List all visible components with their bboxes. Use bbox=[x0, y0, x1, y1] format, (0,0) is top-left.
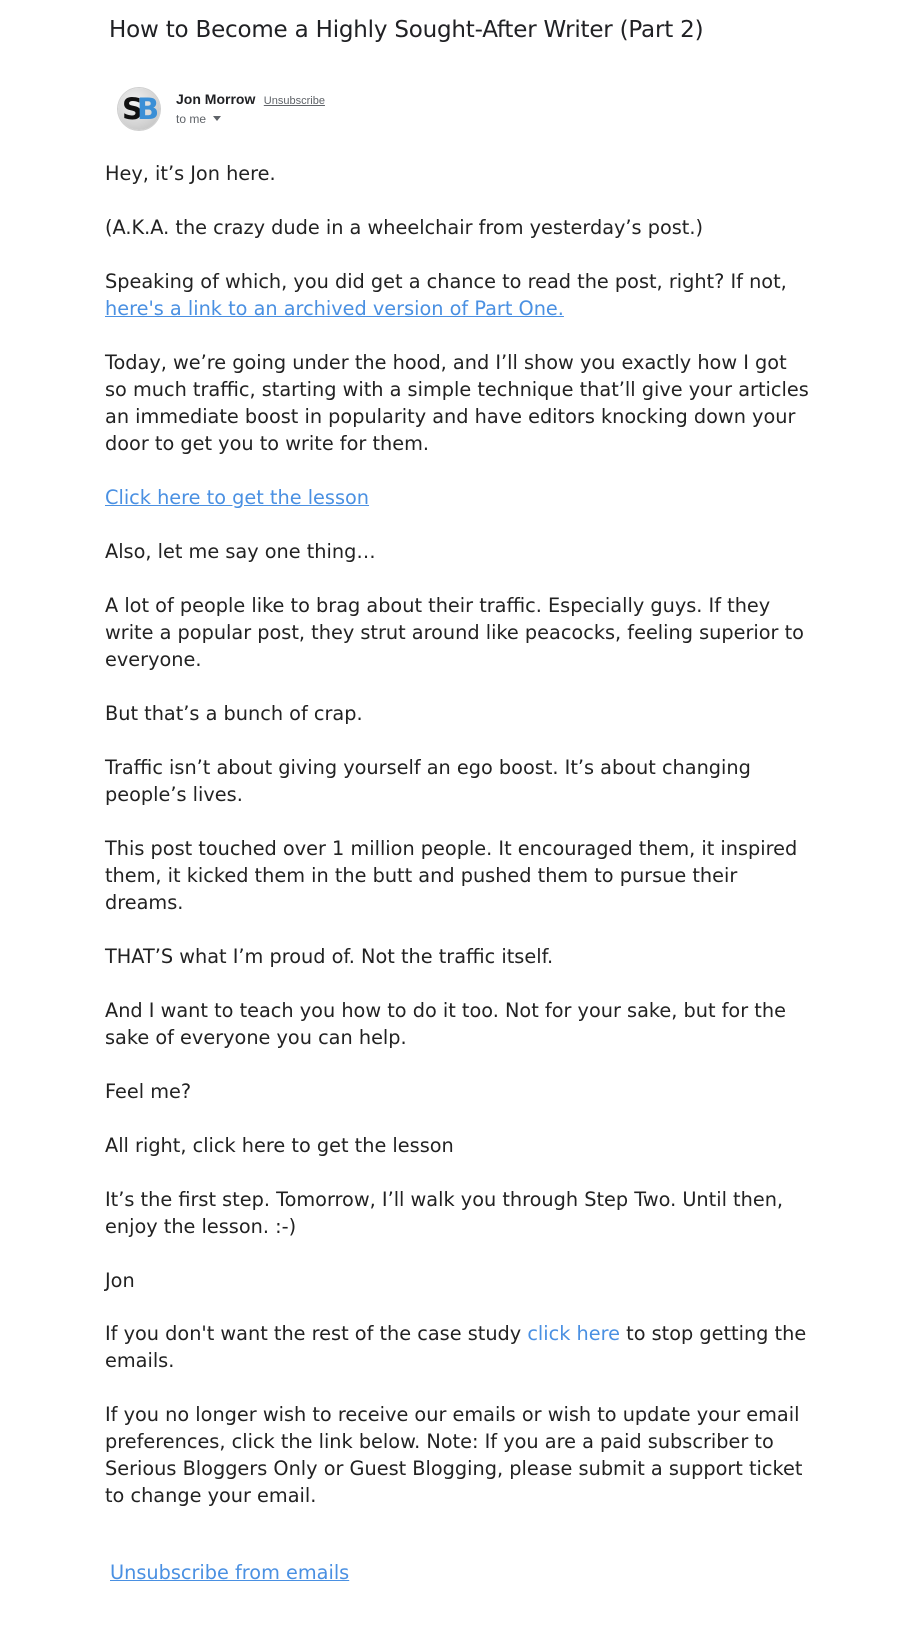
footer-text-span: to stop getting the emails. bbox=[105, 1322, 807, 1372]
body-text-span: Speaking of which, you did get a chance to read the post, right? If not, bbox=[105, 270, 787, 293]
unsubscribe-section bbox=[110, 1559, 349, 1586]
body-paragraph: Also, let me say one thing… bbox=[105, 540, 376, 563]
avatar-letter-b: B bbox=[137, 92, 160, 126]
body-paragraph: And I want to teach you how to do it too. Not for your sake, but for the sake of everyone you can help. bbox=[105, 999, 786, 1049]
recipient-details-toggle[interactable] bbox=[176, 112, 221, 126]
body-paragraph: Traffic isn’t about giving yourself an ego boost. It’s about changing people’s lives. bbox=[105, 756, 751, 806]
sender-name[interactable]: Jon Morrow bbox=[176, 91, 256, 107]
body-paragraph bbox=[105, 268, 810, 322]
lesson-link[interactable]: Click here to get the lesson bbox=[105, 486, 370, 509]
body-paragraph: But that’s a bunch of crap. bbox=[105, 702, 363, 725]
email-body bbox=[105, 160, 810, 1321]
footer-text-span: If you don't want the rest of the case study bbox=[105, 1322, 528, 1345]
caret-down-icon[interactable] bbox=[213, 116, 221, 121]
body-paragraph: Today, we’re going under the hood, and I’ll show you exactly how I got so much traffic, starting with a simple technique that’ll give your articles an immediate boost in popularity and have editors knocking down your door to get you to write for them. bbox=[105, 351, 809, 455]
footer-paragraph: If you no longer wish to receive our emails or wish to update your email preferences, click the link below. Note: If you are a paid subscriber to Serious Bloggers Only or Guest Blogging, please submit a support ticket to change your email. bbox=[105, 1403, 803, 1507]
body-paragraph: It’s the first step. Tomorrow, I’ll walk you through Step Two. Until then, enjoy the lesson. :-) bbox=[105, 1188, 784, 1238]
body-paragraph: A lot of people like to brag about their traffic. Especially guys. If they write a popular post, they strut around like peacocks, feeling superior to everyone. bbox=[105, 594, 804, 671]
header-unsubscribe-link[interactable]: Unsubscribe bbox=[263, 95, 325, 107]
body-paragraph: THAT’S what I’m proud of. Not the traffic itself. bbox=[105, 945, 554, 968]
body-paragraph: (A.K.A. the crazy dude in a wheelchair from yesterday’s post.) bbox=[105, 216, 704, 239]
footer-paragraph bbox=[105, 1320, 810, 1374]
body-paragraph bbox=[105, 484, 810, 511]
signature: Jon bbox=[105, 1269, 135, 1292]
avatar[interactable] bbox=[118, 88, 160, 130]
body-paragraph: All right, click here to get the lesson bbox=[105, 1134, 454, 1157]
stop-emails-link[interactable]: click here bbox=[527, 1322, 620, 1345]
archived-part-one-link[interactable]: here's a link to an archived version of Part One. bbox=[105, 297, 564, 320]
avatar-letter-s: S bbox=[122, 92, 143, 126]
body-paragraph: Hey, it’s Jon here. bbox=[105, 162, 276, 185]
body-paragraph: Feel me? bbox=[105, 1080, 192, 1103]
unsubscribe-from-emails-link[interactable]: Unsubscribe from emails bbox=[110, 1561, 350, 1584]
email-subject: How to Become a Highly Sought-After Writer (Part 2) bbox=[109, 17, 704, 43]
email-footer bbox=[105, 1320, 810, 1536]
to-label: to me bbox=[176, 112, 207, 126]
body-paragraph: This post touched over 1 million people. It encouraged them, it inspired them, it kicked them in the butt and pushed them to pursue their dreams. bbox=[105, 837, 798, 914]
sender-line bbox=[176, 91, 325, 109]
sender-header bbox=[118, 88, 718, 132]
